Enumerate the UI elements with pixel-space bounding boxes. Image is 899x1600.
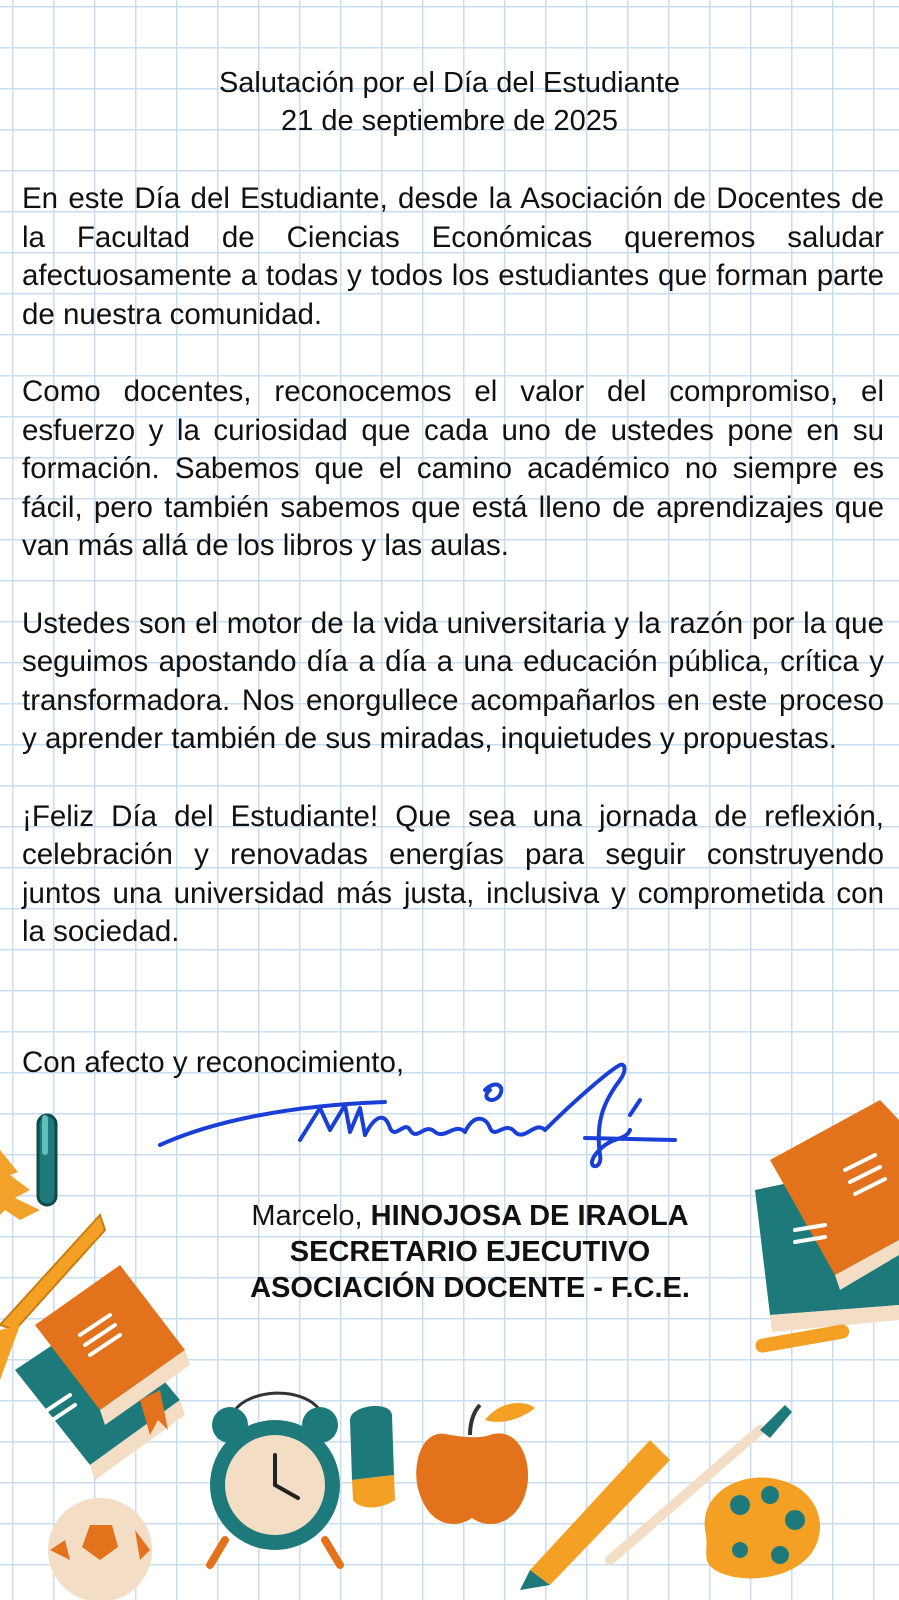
soccer-ball-icon xyxy=(48,1498,152,1600)
paragraph: En este Día del Estudiante, desde la Asociación de Docentes de la Facultad de Ciencias Económicas queremos saludar afectuosamente a todas y todos los estudiantes que forman parte de nuestra comunidad. xyxy=(22,182,884,331)
alarm-clock-icon xyxy=(210,1393,340,1565)
letter-header xyxy=(0,64,899,140)
right-decorations xyxy=(740,1100,899,1400)
closing-line: Con afecto y reconocimiento, xyxy=(22,1046,405,1079)
paragraph: Ustedes son el motor de la vida universitaria y la razón por la que seguimos apostando día a día a una educación pública, crítica y transformadora. Nos enorgullece acompañarlos en este proceso y aprender también de sus miradas, inquietudes y propuestas. xyxy=(22,606,884,755)
book-stack-icon xyxy=(755,1100,899,1332)
leaf-icon xyxy=(0,1150,40,1220)
signer-role: SECRETARIO EJECUTIVO xyxy=(289,1236,651,1268)
paragraph: ¡Feliz Día del Estudiante! Que sea una jornada de reflexión, celebración y renovadas energías para seguir construyendo juntos una universidad más justa, inclusiva y comprometida con la sociedad. xyxy=(22,799,884,948)
signer-first-name: Marcelo, xyxy=(251,1200,363,1232)
signer-last-name: HINOJOSA DE IRAOLA xyxy=(370,1200,689,1232)
signer-name-line xyxy=(180,1198,760,1234)
bottom-decorations xyxy=(180,1380,899,1600)
letter-date: 21 de septiembre de 2025 xyxy=(281,105,618,137)
apple-icon xyxy=(416,1403,535,1524)
eraser-icon xyxy=(350,1406,395,1508)
signer-organization: ASOCIACIÓN DOCENTE - F.C.E. xyxy=(250,1272,690,1304)
paint-palette-icon xyxy=(705,1477,820,1578)
letter-title: Salutación por el Día del Estudiante xyxy=(218,67,681,99)
letter-body xyxy=(22,180,884,991)
signature-block xyxy=(180,1198,760,1306)
pencil-icon xyxy=(38,1115,56,1205)
pen-icon xyxy=(520,1440,670,1590)
paragraph: Como docentes, reconocemos el valor del compromiso, el esfuerzo y la curiosidad que cada uno de ustedes pone en su formación. Sabemos que el camino académico no siempre es fácil, pero también sabemos que está lleno de aprendizajes que van más allá de los libros y las aulas. xyxy=(22,375,884,562)
